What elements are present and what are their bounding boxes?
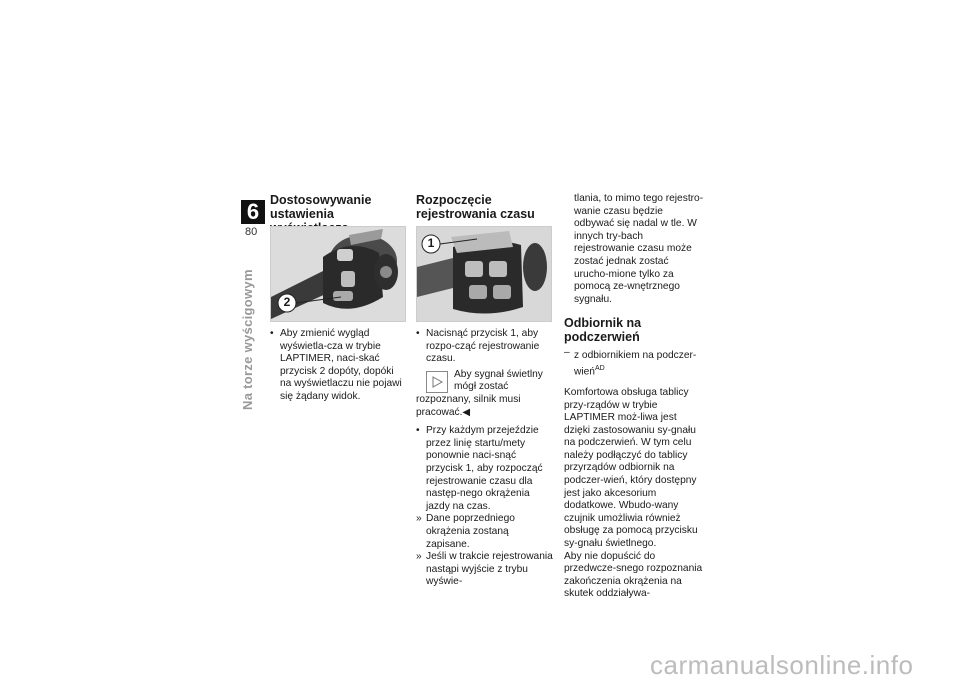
section-side-title: Na torze wyścigowym [240, 269, 255, 410]
result-lap-saved: » Dane poprzedniego okrążenia zostaną zapisane. [416, 513, 554, 551]
result-exit-display: » Jeśli w trakcie rejestrowania nastąpi wyjście z trybu wyświe- [416, 551, 554, 589]
note-engine-running: Aby sygnał świetlny mógł zostać rozpoznany, silnik musi pracować.◀ [416, 368, 543, 418]
chapter-number: 6 [241, 200, 265, 224]
paragraph-premature-detection: Aby nie dopuścić do przedwcze-snego rozpoznania zakończenia okrążenia na skutek oddziaływa- [564, 550, 703, 600]
watermark: carmanualsonline.info [650, 650, 914, 680]
bullet-change-display: • Aby zmienić wygląd wyświetla-cza w trybie LAPTIMER, naci-skać przycisk 2 dopóty, dopóki na wyświetlaczu nie pojawi się żądany widok. [270, 328, 407, 404]
callout-2: 2 [283, 295, 291, 309]
option-label: z odbiornikiem na podczer-wień [574, 350, 697, 378]
page-number: 80 [245, 226, 258, 238]
option-infrared-receiver [564, 350, 704, 379]
heading-start-timing: Rozpoczęcie rejestrowania czasu [416, 193, 535, 221]
option-code: AD [594, 364, 605, 372]
bullet-press-button: • Nacisnąć przycisk 1, aby rozpo-cząć rejestrowanie czasu. [416, 328, 554, 366]
bullet-each-lap: • Przy każdym przejeździe przez linię startu/mety ponownie naci-snąć przycisk 1, aby rozpocząć rejestrowanie czasu dla następ-nego okrążenia jazdy na czas. [416, 425, 554, 513]
heading-display-settings: Dostosowywanie ustawienia [270, 193, 372, 221]
heading-infrared-receiver: Odbiornik na podczerwień [564, 316, 642, 345]
photo-handlebar-right [416, 226, 552, 322]
continuation-text: tlania, to mimo tego rejestro-wanie czasu będzie odbywać się nadal w tle. W innych try-bach rejestrowanie czasu może zostać jednak zostać urucho-mione tylko za pomocą ze-wnętrznego sygnału. [574, 193, 704, 305]
paragraph-infrared-operation: Komfortowa obsługa tablicy przy-rządów w trybie LAPTIMER moż-liwa jest dzięki zastosowaniu sy-gnału na podczerwień. W tym celu należy podłączyć do tablicy przyrządów odbiornik na podczer-wień, który dostępny jest jako akcesorium dodatkowe. Wbudo-wany czujnik umożliwia również obsługę za pomocą przycisku sy-gnału świetlnego. [564, 386, 698, 550]
handlebar-switch-illustration [417, 227, 551, 321]
photo-handlebar-left [270, 226, 406, 322]
callout-1: 1 [427, 236, 435, 250]
play-triangle-icon [426, 371, 448, 393]
